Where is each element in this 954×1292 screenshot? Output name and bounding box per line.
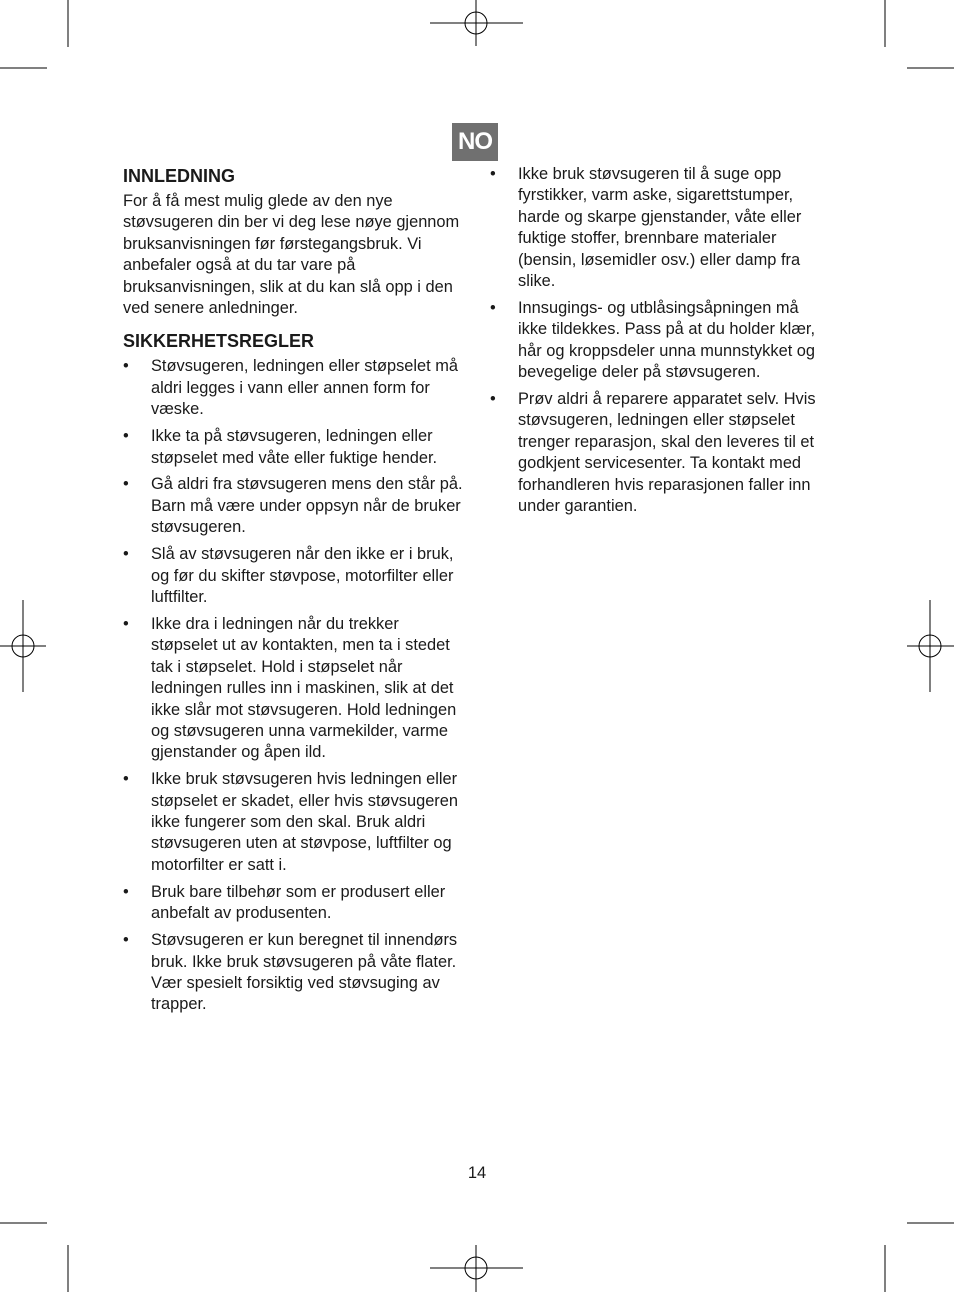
bullet-icon: •	[123, 475, 129, 494]
bullet-icon: •	[123, 614, 129, 633]
section-heading-safety: SIKKERHETSREGLER	[123, 331, 315, 352]
language-badge: NO	[452, 123, 498, 161]
list-item: • Gå aldri fra støvsugeren mens den står på. Barn må være under oppsyn når de bruker støvsugeren.	[123, 475, 463, 537]
bullet-icon: •	[123, 882, 129, 901]
list-item: • Ikke ta på støvsugeren, ledningen eller støpselet med våte eller fuktige hender.	[123, 427, 438, 467]
list-item: • Ikke bruk støvsugeren hvis ledningen eller støpselet er skadet, eller hvis støvsugeren ikke fungerer som den skal. Bruk aldri støvsugeren uten at støvpose, luftfilter og motorfilter er satt i.	[123, 770, 458, 874]
left-column	[123, 164, 468, 1021]
list-item: • Støvsugeren er kun beregnet til innendørs bruk. Ikke bruk støvsugeren på våte flater. Vær spesielt forsiktig ved støvsuging av trapper.	[123, 931, 458, 1014]
bullet-icon: •	[490, 390, 496, 409]
list-item: • Slå av støvsugeren når den ikke er i bruk, og før du skifter støvpose, motorfilter eller luftfilter.	[123, 545, 454, 606]
right-column	[490, 164, 826, 523]
introduction-paragraph: For å få mest mulig glede av den nye støvsugeren din ber vi deg lese nøye gjennom bruksanvisningen før førstegangsbruk. Vi anbefaler også at du tar vare på bruksanvisningen, slik at du kan slå opp i den ved senere anledninger.	[123, 192, 460, 318]
bullet-icon: •	[490, 298, 496, 317]
bullet-icon: •	[123, 931, 129, 950]
bullet-icon: •	[123, 770, 129, 789]
page-number: 14	[467, 1164, 487, 1182]
list-item: • Prøv aldri å reparere apparatet selv. Hvis støvsugeren, ledningen eller støpselet trenger reparasjon, skal den leveres til et godkjent servicesenter. Ta kontakt med forhandleren hvis reparasjonen faller inn under garantien.	[490, 390, 816, 516]
bullet-icon: •	[123, 357, 129, 376]
bullet-icon: •	[123, 427, 129, 446]
safety-rules-list-continued	[490, 164, 826, 518]
bullet-icon: •	[123, 545, 129, 564]
safety-rules-list	[123, 356, 468, 1015]
list-item: • Innsugings- og utblåsingsåpningen må ikke tildekkes. Pass på at du holder klær, hår og kroppsdeler unna munnstykket og bevegelige deler på støvsugeren.	[490, 298, 816, 382]
list-item: • Ikke dra i ledningen når du trekker støpselet ut av kontakten, men ta i stedet tak i støpselet. Hold i støpselet når ledningen rulles inn i maskinen, slik at det ikke slår mot støvsugeren. Hold ledningen og støvsugeren unna varmekilder, varme gjenstander og åpen ild.	[123, 614, 457, 762]
bullet-icon: •	[490, 165, 496, 183]
section-heading-introduction: INNLEDNING	[123, 166, 235, 186]
list-item: • Støvsugeren, ledningen eller støpselet må aldri legges i vann eller annen form for væske.	[123, 357, 459, 419]
list-item: • Bruk bare tilbehør som er produsert eller anbefalt av produsenten.	[123, 882, 446, 923]
list-item: • Ikke bruk støvsugeren til å suge opp fyrstikker, varm aske, sigarettstumper, harde og skarpe gjenstander, våte eller fuktige stoffer, brennbare materialer (bensin, løsemidler osv.) eller damp fra slike.	[490, 165, 802, 291]
